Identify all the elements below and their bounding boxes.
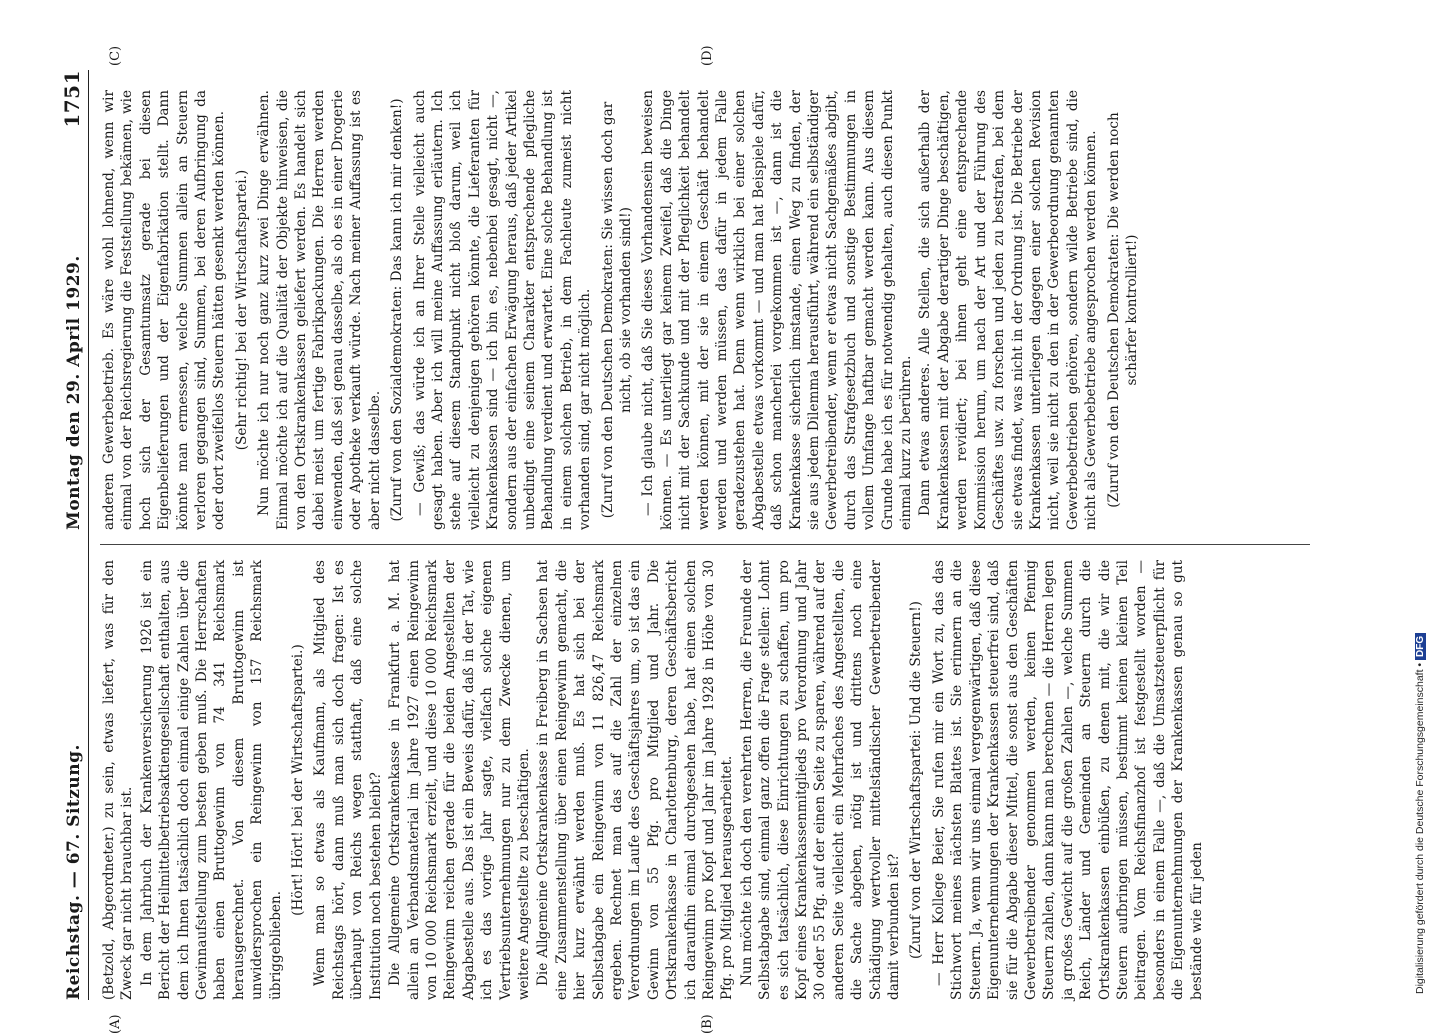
- dfg-logo: DFG: [1415, 633, 1426, 660]
- margin-marker-b: (B): [700, 1014, 715, 1034]
- header-rule: [88, 70, 89, 1000]
- paragraph: Dann etwas anderes. Alle Stellen, die sich außerhalb der Krankenkassen mit der Abgabe derartiger Dinge beschäftigen, werden revidiert; bei ihnen geht eine entsprechende Kommission herum, um nach der Art und der Führung des Geschäftes usw. zu forschen und jeden zu bestrafen, bei dem sie etwas findet, was nicht in der Ordnung ist. Die Betriebe der Krankenkassen unterliegen dagegen einer solchen Revision nicht, weil sie nicht zu den in der Gewerbeordnung genannten Gewerbebetrieben gehören, sondern wilde Betriebe sind, die nicht als Gewerbebetriebe angesprochen werden können.: [917, 90, 1100, 530]
- column-divider: [100, 544, 1310, 545]
- paragraph: Wenn man so etwas als Kaufmann, als Mitglied des Reichstags hört, dann muß man sich doch fragen: Ist es überhaupt von Reichs wegen statthaft, daß eine solche Institution noch bestehen bleibt?: [312, 560, 384, 1000]
- paragraph: Nun möchte ich doch den verehrten Herren, die Freunde der Selbstabgabe sind, einmal ganz offen die Frage stellen: Lohnt es sich tatsächlich, diese Einrichtungen zu schaffen, um pro Kopf eines Krankenkassenmitglieds pro Verordnung und Jahr 30 oder 55 Pfg. auf der einen Seite zu sparen, während auf der anderen Seite vielleicht ein Mehrfaches des Angestellten, die die Sache abgeben, nötig ist und drittens noch eine Schädigung wertvoller mittelständischer Gewerbetreibender damit verbunden ist?: [738, 560, 903, 1000]
- page-number: 1751: [60, 70, 84, 128]
- text-column-left: [100, 560, 1207, 1000]
- interjection: (Zuruf von den Sozialdemokraten: Das kann ich mir denken!): [389, 98, 406, 522]
- text-column-right: [100, 90, 1145, 530]
- interjection: (Hört! Hört! bei der Wirtschaftspartei.): [290, 644, 307, 916]
- interjection: (Zuruf von den Deutschen Demokraten: Die werden noch schärfer kontrolliert!): [1105, 112, 1140, 508]
- interjection: (Zuruf von der Wirtschaftspartei: Und die Steuern!): [908, 601, 925, 959]
- paragraph: (Betzold, Abgeordneter.) zu sein, etwas liefert, was für den Zweck gar nicht brauchbar ist.: [101, 560, 136, 1000]
- paragraph: — Gewiß; das würde ich an Ihrer Stelle vielleicht auch gesagt haben. Aber ich will meine Auffassung erläutern. Ich stehe auf diesem Standpunkt nicht bloß darum, weil ich vielleicht zu denjenigen gehören könnte, die Lieferanten für Krankenkassen sind — ich bin es, nebenbei gesagt, nicht —, sondern aus der einfachen Erwägung heraus, daß jeder Artikel unbedingt eine seinem Charakter entsprechende pflegliche Behandlung verdient und erwartet. Eine solche Behandlung ist in einem solchen Betrieb, in dem Fachleute zumeist nicht vorhanden sind, gar nicht möglich.: [411, 90, 594, 530]
- paragraph: Die Allgemeine Ortskrankenkasse in Frankfurt a. M. hat allein an Verbandsmaterial im Jahre 1927 einen Reingewinn von 10 000 Reichsmark erzielt, und diese 10 000 Reichsmark Reingewinn reichen gerade für die beiden Angestellten der Abgabestelle aus. Das ist ein Beweis dafür, daß in der Tat, wie ich es das vorige Jahr sagte, vielfach solche eigenen Vertriebsunternehmungen nur zu dem Zwecke dienen, um weitere Angestellte zu beschäftigen.: [387, 560, 532, 1000]
- interjection: (Zuruf von den Deutschen Demokraten: Sie wissen doch gar nicht, ob sie vorhanden sind!): [599, 101, 634, 519]
- header-date: Montag den 29. April 1929.: [64, 255, 84, 530]
- paragraph: — Ich glaube nicht, daß Sie dieses Vorhandensein beweisen können. — Es unterliegt gar keinem Zweifel, daß die Dinge nicht mit der Sachkunde und mit der Pfleglichkeit behandelt werden können, mit der sie in einem Geschäft behandelt werden und werden müssen, das dafür in jedem Falle geradezustehen hat. Denn wenn wirklich bei einer solchen Abgabestelle etwas vorkommt — und man hat Beispiele dafür, daß schon mancherlei vorgekommen ist —, dann ist die Krankenkasse sicherlich imstande, einen Weg zu finden, der sie aus jedem Dilemma herausführt, während ein selbständiger Gewerbetreibender, wenn er etwas nicht Sachgemäßes abgibt, durch das Strafgesetzbuch und sonstige Bestimmungen in vollem Umfange haftbar gemacht werden kann. Aus diesem Grunde habe ich es für notwendig gehalten, auch diesen Punkt einmal kurz zu berühren.: [640, 90, 915, 530]
- header-session: Reichstag. — 67. Sitzung.: [64, 744, 84, 1000]
- credit-text: Digitalisierung gefördert durch die Deutsche Forschungsgemeinschaft: [1414, 669, 1426, 994]
- paragraph: — Herr Kollege Beier, Sie rufen mir ein Wort zu, das das Stichwort meines nächsten Blattes ist. Sie erinnern an die Steuern. Ja, wenn wir uns einmal vergegenwärtigen, daß diese Eigenunternehmungen der Krankenkassen steuerfrei sind, daß sie für die Abgabe dieser Mittel, die sonst aus den Geschäften Gewerbetreibender genommen werden, keinen Pfennig Steuern zahlen, dann kann man berechnen — die Herren legen ja großes Gewicht auf die großen Zahlen —, welche Summen Reich, Länder und Gemeinden an Steuern durch die Ortskrankenkassen einbüßen, zu denen mit, die wir die Steuern aufbringen müssen, bestimmt keinen kleinen Teil beitragen. Vom Reichsfinanzhof ist festgestellt worden — besonders in einem Falle —, daß die Umsatzsteuerpflicht für die Eigenunternehmungen der Krankenkassen genau so gut bestände wie für jeden: [930, 560, 1205, 1000]
- paragraph: anderen Gewerbebetrieb. Es wäre wohl lohnend, wenn wir einmal von der Reichsregierung die Feststellung bekämen, wie hoch sich der Gesamtumsatz gerade bei diesen Eigenbelieferungen und der Eigenfabrikation stellt. Dann könnte man ermessen, welche Summen allein an Steuern verloren gegangen sind, Summen, bei deren Aufbringung da oder dort zweifellos Steuern hätten gesenkt werden können.: [101, 90, 228, 530]
- paragraph: In dem Jahrbuch der Krankenversicherung 1926 ist ein Bericht der Heilmittelbetriebsaktiengesellschaft enthalten, aus dem ich Ihnen tatsächlich doch einmal einige Zahlen über die Gewinnaufstellung zum besten geben muß. Die Herrschaften haben einen Bruttogewinn von 74 341 Reichsmark herausgerechnet. Von diesem Bruttogewinn ist unwidersprochen ein Reingewinn von 157 Reichsmark übriggeblieben.: [138, 560, 284, 1000]
- rotated-page: [60, 45, 1320, 1034]
- paragraph: Die Allgemeine Ortskrankenkasse in Freiberg in Sachsen hat eine Zusammenstellung über einen Reingewinn gemacht, die hier kurz erwähnt werden muß. Es hat sich bei der Selbstabgabe ein Reingewinn von 11 826,47 Reichsmark ergeben. Rechnet man das auf die Zahl der einzelnen Verordnungen im Laufe des Geschäftsjahres um, so ist das ein Gewinn von 55 Pfg. pro Mitglied und Jahr. Die Ortskrankenkasse in Charlottenburg, deren Geschäftsbericht ich daraufhin einmal durchgesehen habe, hat einen solchen Reingewinn pro Kopf und Jahr im Jahre 1928 in Höhe von 30 Pfg. pro Mitglied herausgearbeitet.: [535, 560, 736, 1000]
- paragraph: Nun möchte ich nur noch ganz kurz zwei Dinge erwähnen. Einmal möchte ich auf die Qualität der Objekte hinweisen, die von den Ortskrankenkassen geliefert werden. Es handelt sich dabei meist um fertige Fabrikpackungen. Die Herren werden einwenden, daß sei genau dasselbe, als ob es in einer Drogerie oder Apotheke verkauft würde. Nach meiner Auffassung ist es aber nicht dasselbe.: [256, 90, 383, 530]
- page-header: [60, 70, 92, 1000]
- margin-marker-a: (A): [108, 1014, 123, 1034]
- digitization-credit: Digitalisierung gefördert durch die Deutsche Forschungsgemeinschaft • DFG: [1411, 0, 1431, 1000]
- margin-marker-d: (D): [700, 45, 715, 66]
- interjection: (Sehr richtig! bei der Wirtschaftspartei.): [233, 169, 250, 451]
- margin-marker-c: (C): [108, 45, 123, 66]
